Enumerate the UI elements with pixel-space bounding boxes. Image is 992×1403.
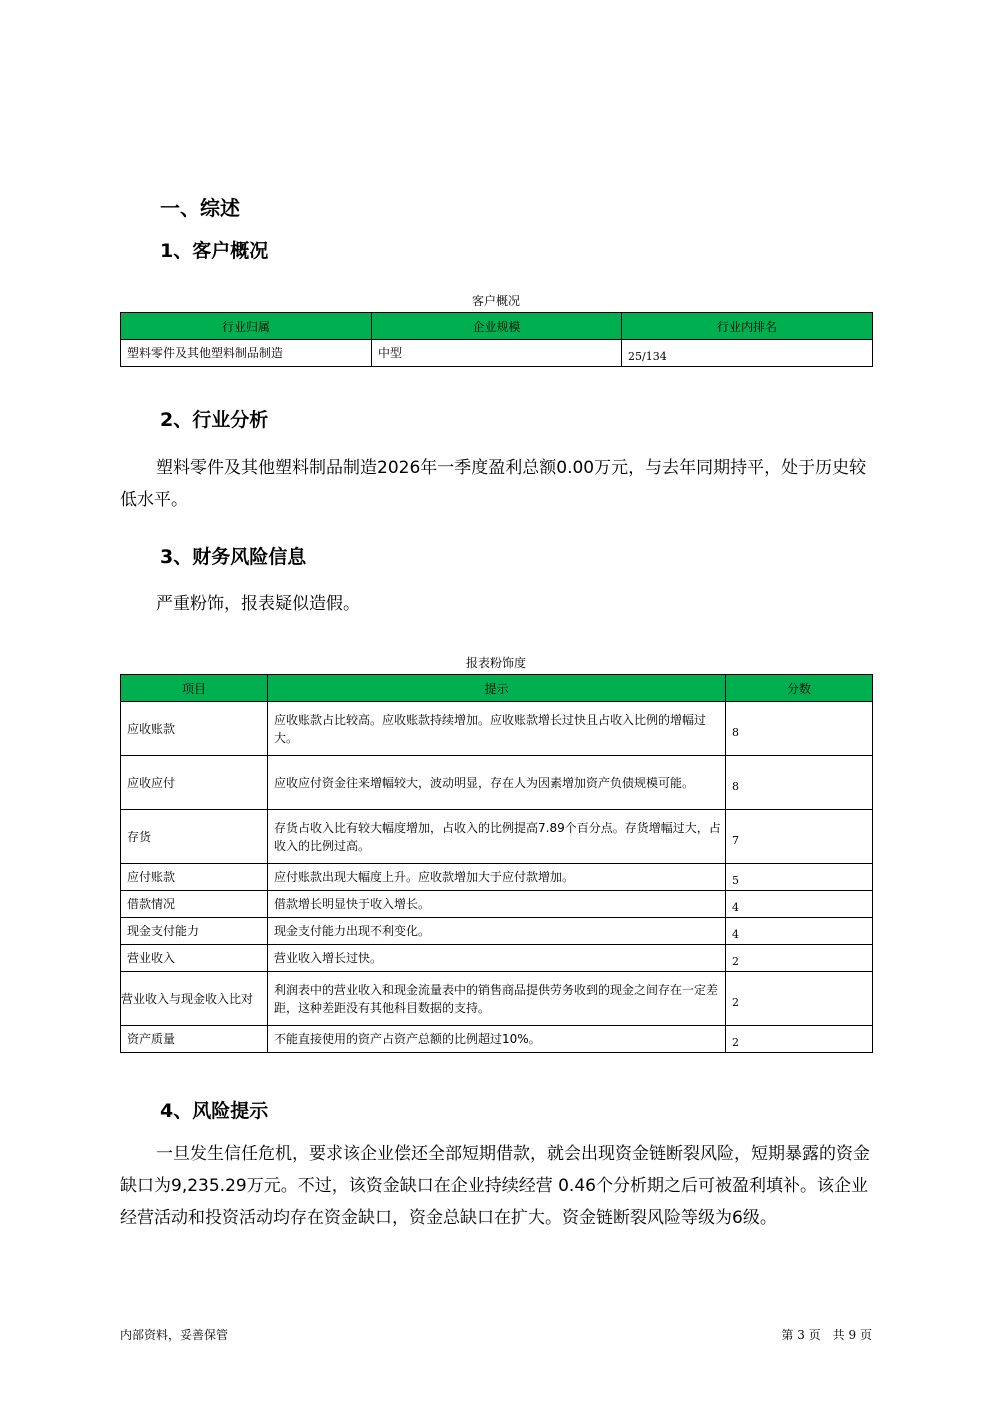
total-pages: 9 <box>848 1328 857 1342</box>
customer-table <box>120 312 873 367</box>
hint-cell: 应付账款出现大幅度上升。应收款增加大于应付款增加。 <box>268 864 726 891</box>
customer-table-caption: 客户概况 <box>471 294 520 308</box>
industry-cell: 塑料零件及其他塑料制品制造 <box>121 340 372 367</box>
score-cell: 2 <box>726 945 873 972</box>
industry-paragraph: 塑料零件及其他塑料制品制造2026年一季度盈利总额0.00万元，与去年同期持平，处于历史较低水平。 <box>120 458 867 510</box>
score-cell: 2 <box>726 972 873 1026</box>
score-cell: 7 <box>726 810 873 864</box>
table-row <box>121 945 873 972</box>
table-header-row <box>121 313 873 340</box>
column-header: 行业归属 <box>121 313 372 340</box>
item-cell: 存货 <box>121 810 268 864</box>
finance-table-caption: 报表粉饰度 <box>465 656 526 670</box>
item-cell: 营业收入 <box>121 945 268 972</box>
hint-cell: 不能直接使用的资产占资产总额的比例超过10%。 <box>268 1026 726 1053</box>
hint-cell: 营业收入增长过快。 <box>268 945 726 972</box>
score-cell: 4 <box>726 918 873 945</box>
score-cell: 4 <box>726 891 873 918</box>
item-cell: 营业收入与现金收入比对 <box>121 972 268 1026</box>
column-header: 行业内排名 <box>622 313 873 340</box>
table-row <box>121 918 873 945</box>
rank-cell: 25/134 <box>622 340 873 367</box>
score-cell: 8 <box>726 702 873 756</box>
column-header: 企业规模 <box>372 313 622 340</box>
section-title: 一、综述 <box>160 196 240 220</box>
customer-heading: 1、客户概况 <box>160 240 269 262</box>
column-header: 提示 <box>268 675 726 702</box>
item-cell: 应付账款 <box>121 864 268 891</box>
hint-cell: 现金支付能力出现不利变化。 <box>268 918 726 945</box>
finance-paragraph: 严重粉饰，报表疑似造假。 <box>156 594 360 614</box>
page-suffix: 页 <box>859 1328 872 1342</box>
table-row <box>121 702 873 756</box>
column-header: 项目 <box>121 675 268 702</box>
hint-cell: 存货占收入比有较大幅度增加，占收入的比例提高7.89个百分点。存货增幅过大，占收入的比例过高。 <box>268 810 726 864</box>
table-row <box>121 756 873 810</box>
table-row <box>121 891 873 918</box>
hint-cell: 应收账款占比较高。应收账款持续增加。应收账款增长过快且占收入比例的增幅过大。 <box>268 702 726 756</box>
item-cell: 应收应付 <box>121 756 268 810</box>
table-row <box>121 340 873 367</box>
table-row <box>121 864 873 891</box>
column-header: 分数 <box>726 675 873 702</box>
current-page: 3 <box>797 1328 805 1342</box>
score-cell: 2 <box>726 1026 873 1053</box>
hint-cell: 借款增长明显快于收入增长。 <box>268 891 726 918</box>
item-cell: 借款情况 <box>121 891 268 918</box>
page-prefix: 第 <box>781 1328 794 1342</box>
table-row <box>121 972 873 1026</box>
finance-heading: 3、财务风险信息 <box>160 546 307 568</box>
page-mid: 页 共 <box>808 1328 845 1342</box>
scale-cell: 中型 <box>372 340 622 367</box>
table-row <box>121 1026 873 1053</box>
table-header-row <box>121 675 873 702</box>
whitewash-table <box>120 674 873 1053</box>
score-cell: 8 <box>726 756 873 810</box>
hint-cell: 利润表中的营业收入和现金流量表中的销售商品提供劳务收到的现金之间存在一定差距，这种差距没有其他科目数据的支持。 <box>268 972 726 1026</box>
hint-cell: 应收应付资金往来增幅较大，波动明显，存在人为因素增加资产负债规模可能。 <box>268 756 726 810</box>
industry-heading: 2、行业分析 <box>160 409 269 431</box>
risk-heading: 4、风险提示 <box>160 1100 269 1122</box>
item-cell: 资产质量 <box>121 1026 268 1053</box>
item-cell: 现金支付能力 <box>121 918 268 945</box>
footer-confidential: 内部资料，妥善保管 <box>120 1328 229 1342</box>
page-number <box>781 1326 872 1343</box>
table-row <box>121 810 873 864</box>
item-cell: 应收账款 <box>121 702 268 756</box>
risk-paragraph: 一旦发生信任危机，要求该企业偿还全部短期借款，就会出现资金链断裂风险，短期暴露的资金缺口为9,235.29万元。不过，该资金缺口在企业持续经营 0.46个分析期之后可被盈利填补。该企业经营活动和投资活动均存在资金缺口，资金总缺口在扩大。资金链断裂风险等级为6级。 <box>120 1144 870 1228</box>
score-cell: 5 <box>726 864 873 891</box>
